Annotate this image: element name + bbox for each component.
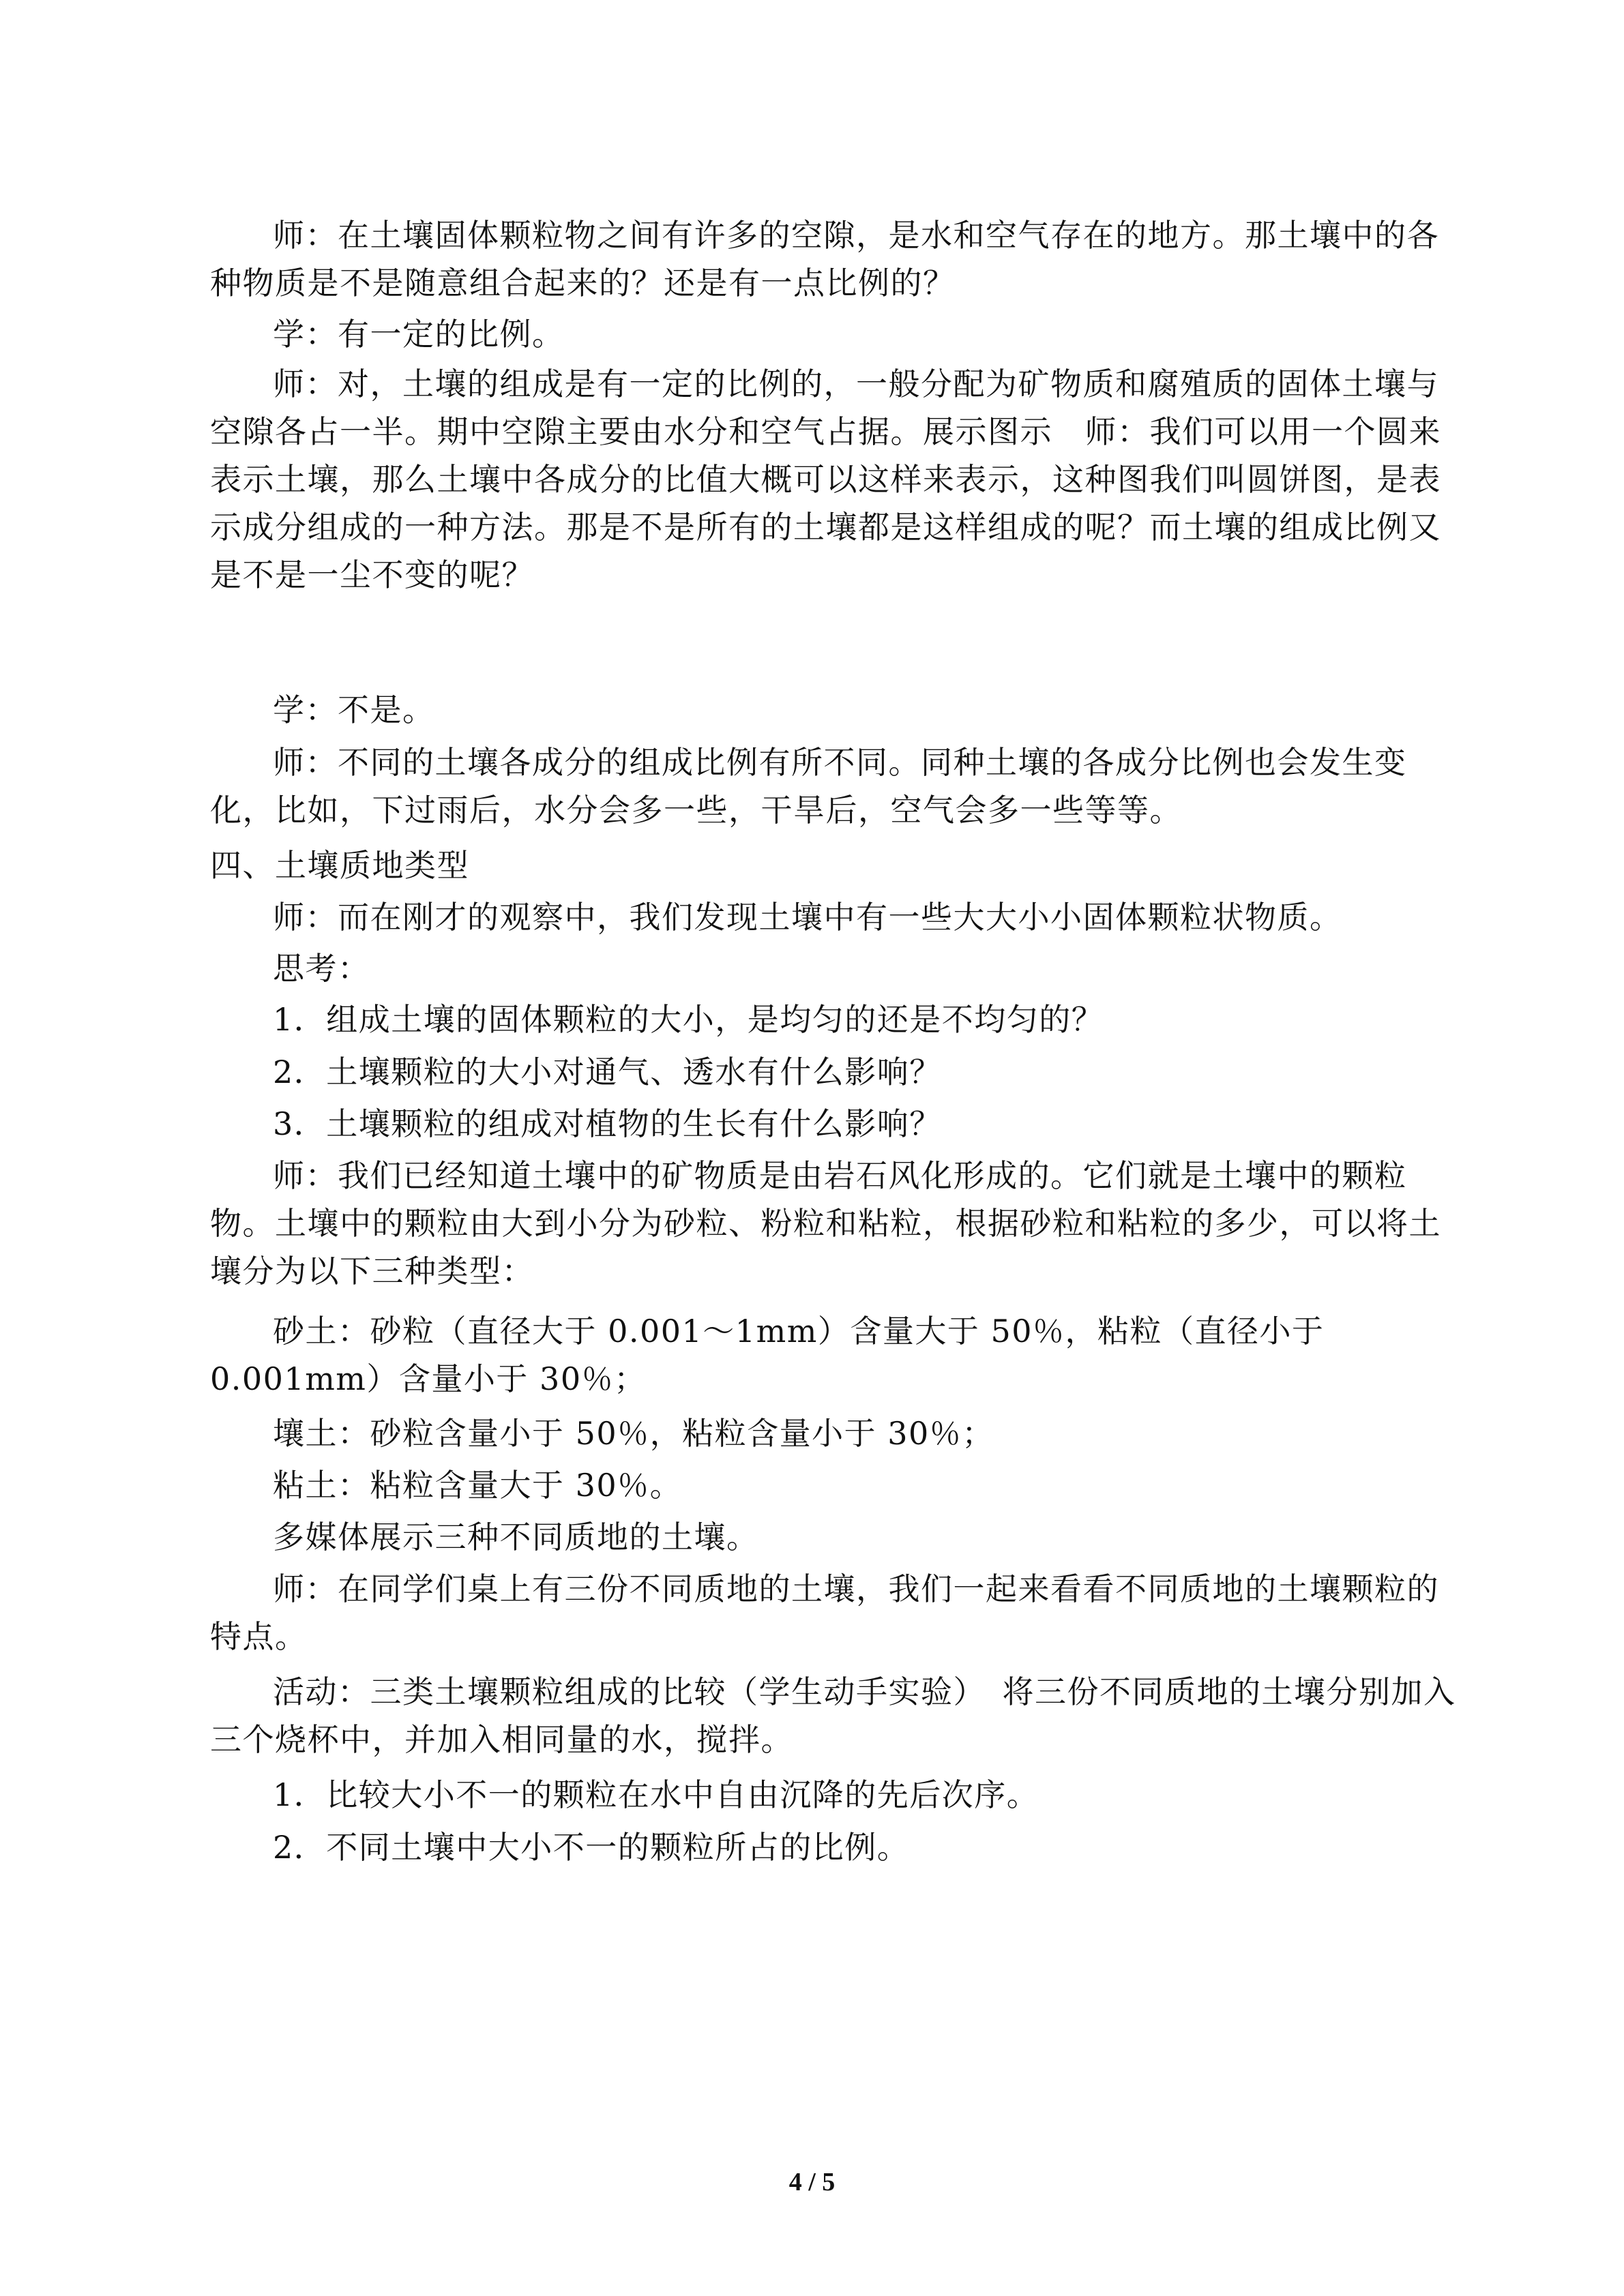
paragraph: 师：不同的土壤各成分的组成比例有所不同。同种土壤的各成分比例也会发生变化，比如，下过雨后，水分会多一些，干旱后，空气会多一些等等。 xyxy=(210,744,1407,829)
list-item: 2．土壤颗粒的大小对通气、透水有什么影响？ xyxy=(273,1054,942,1090)
paragraph: 壤土：砂粒含量小于 50％，粘粒含量小于 30％； xyxy=(273,1415,994,1452)
paragraph: 砂土：砂粒（直径大于 0.001～1mm）含量大于 50％，粘粒（直径小于 0.001mm）含量小于 30％； xyxy=(210,1313,1325,1397)
list-item: 1．比较大小不一的颗粒在水中自由沉降的先后次序。 xyxy=(273,1776,1039,1813)
section-heading: 四、土壤质地类型 xyxy=(210,847,469,884)
paragraph: 多媒体展示三种不同质地的土壤。 xyxy=(273,1519,759,1555)
list-item: 2．不同土壤中大小不一的颗粒所占的比例。 xyxy=(273,1829,910,1866)
list-item: 1．组成土壤的固体颗粒的大小，是均匀的还是不均匀的？ xyxy=(273,1001,1104,1038)
list-item: 3．土壤颗粒的组成对植物的生长有什么影响？ xyxy=(273,1105,942,1142)
paragraph: 思考： xyxy=(273,950,370,987)
paragraph: 活动：三类土壤颗粒组成的比较（学生动手实验） 将三份不同质地的土壤分别加入三个烧杯中，并加入相同量的水，搅拌。 xyxy=(210,1673,1456,1758)
paragraph: 师：在土壤固体颗粒物之间有许多的空隙，是水和空气存在的地方。那土壤中的各种物质是不是随意组合起来的？还是有一点比例的？ xyxy=(210,217,1439,301)
page-number: 4 / 5 xyxy=(788,2168,836,2196)
paragraph: 师：对，土壤的组成是有一定的比例的，一般分配为矿物质和腐殖质的固体土壤与空隙各占一半。期中空隙主要由水分和空气占据。展示图示 师：我们可以用一个圆来表示土壤，那么土壤中各成分的比值大概可以这样来表示，这种图我们叫圆饼图，是表示成分组成的一种方法。那是不是所有的土壤都是这样组成的呢？而土壤的组成比例又是不是一尘不变的呢？ xyxy=(210,366,1441,593)
paragraph: 师：在同学们桌上有三份不同质地的土壤，我们一起来看看不同质地的土壤颗粒的特点。 xyxy=(210,1570,1439,1655)
paragraph: 学：不是。 xyxy=(273,691,435,728)
paragraph: 粘土：粘粒含量大于 30％。 xyxy=(273,1467,683,1504)
paragraph: 学：有一定的比例。 xyxy=(273,316,565,353)
paragraph: 师：而在刚才的观察中，我们发现土壤中有一些大大小小固体颗粒状物质。 xyxy=(273,899,1342,936)
paragraph: 师：我们已经知道土壤中的矿物质是由岩石风化形成的。它们就是土壤中的颗粒物。土壤中的颗粒由大到小分为砂粒、粉粒和粘粒，根据砂粒和粘粒的多少，可以将土壤分为以下三种类型： xyxy=(210,1157,1441,1289)
